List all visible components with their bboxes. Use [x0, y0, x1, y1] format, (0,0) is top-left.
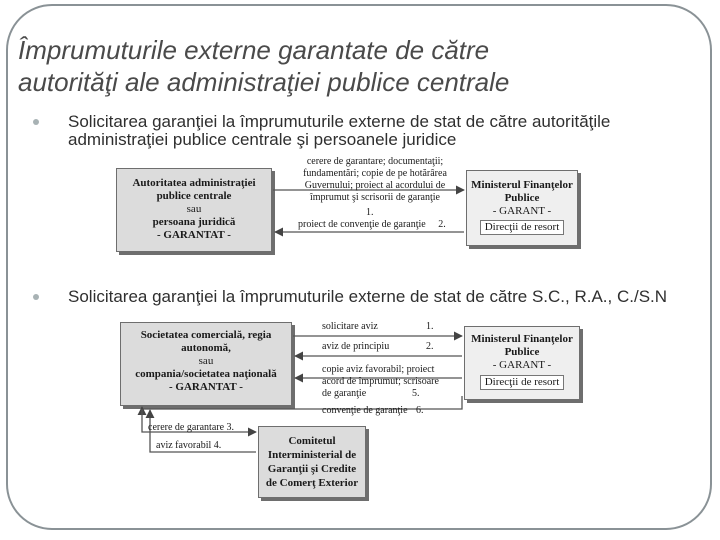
arrow2-5-number: 5.: [412, 388, 420, 399]
garant2-line-3: - GARANT -: [492, 359, 552, 371]
arrow2-2-label: [322, 341, 389, 353]
bullet-text-2: [68, 288, 667, 306]
committee-line-1: Comitetul: [288, 435, 336, 447]
box1-or: sau: [186, 203, 202, 215]
arrow-1-number: 1.: [366, 207, 374, 218]
arrow2-3-label: cerere de garantare 3.: [148, 422, 235, 433]
garant-box-2: [464, 326, 580, 400]
arrow-1-l2: fundamentări; copie de pe hotărârea: [303, 168, 447, 179]
box2-line-4: - GARANTAT -: [169, 381, 243, 393]
committee-line-4: de Comerţ Exterior: [265, 477, 359, 489]
slide-title: [18, 34, 509, 98]
garant1-sub-box: Direcţii de resort: [480, 220, 565, 235]
committee-line-2: Interministerial de: [267, 449, 357, 461]
box1-line-4: - GARANTAT -: [157, 229, 231, 241]
garantat-box-1: [116, 168, 272, 252]
arrow2-1-label: [322, 321, 378, 333]
arrow2-5-l3: de garanţie: [322, 388, 367, 399]
bullet-dot-1: [33, 119, 39, 125]
title-line-2: autorităţi ale administraţiei publice centrale: [18, 67, 510, 97]
garant2-line-2: Publice: [504, 346, 540, 358]
arrow2-4-label: aviz favorabil 4.: [156, 440, 222, 451]
bullet-1-line-1: Solicitarea garanţiei la împrumuturile externe de stat de către autorităţile: [68, 112, 611, 131]
arrow2-1-number: 1.: [426, 321, 434, 332]
garant1-line-2: Publice: [504, 192, 540, 204]
arrow2-6-number: 6.: [416, 405, 424, 416]
garant2-sub-box: Direcţii de resort: [480, 375, 565, 390]
garant1-line-3: - GARANT -: [492, 205, 552, 217]
arrow2-2-number: 2.: [426, 341, 434, 352]
committee-box: [258, 426, 366, 498]
bullet-text-1: [68, 113, 610, 149]
arrow2-1-text: solicitare aviz: [322, 321, 378, 332]
bullet-2-line-1: Solicitarea garanţiei la împrumuturile externe de stat de către S.C., R.A., C./S.N: [68, 287, 668, 306]
box2-line-2: autonomă,: [181, 342, 231, 354]
arrow-1-l4: împrumut şi scrisorii de garanţie: [310, 192, 440, 203]
arrow2-5-label: [322, 364, 439, 400]
box1-line-2: publice centrale: [156, 190, 232, 202]
garant2-line-1: Ministerul Finanţelor: [471, 333, 573, 345]
garant1-line-1: Ministerul Finanţelor: [471, 179, 573, 191]
arrow-2-label: [298, 219, 446, 231]
arrow-1-l3: Guvernului; proiect al acordului de: [304, 180, 446, 191]
arrow2-2-text: aviz de principiu: [322, 341, 390, 352]
arrow-2-text: proiect de convenţie de garanţie: [298, 219, 426, 230]
title-line-1: Împrumuturile externe garantate de către: [18, 35, 490, 65]
arrow-1-label: [286, 156, 464, 204]
committee-line-3: Garanţii şi Credite: [267, 463, 357, 475]
garantat-box-2: [120, 322, 292, 406]
arrow2-5-l1: copie aviz favorabil; proiect: [322, 364, 435, 375]
box2-or: sau: [198, 355, 214, 367]
arrow2-6-label: [322, 405, 424, 417]
box2-line-1: Societatea comercială, regia: [140, 329, 272, 341]
garant-box-1: [466, 170, 578, 246]
arrow-1-l1: cerere de garantare; documentaţii;: [306, 156, 444, 167]
bullet-dot-2: [33, 294, 39, 300]
bullet-1-line-2: administraţiei publice centrale şi persoanele juridice: [68, 130, 457, 149]
arrow-2-number: 2.: [438, 219, 446, 230]
box1-line-1: Autoritatea administraţiei: [132, 177, 256, 189]
box1-line-3: persoana juridică: [152, 216, 236, 228]
box2-line-3: compania/societatea naţională: [135, 368, 277, 380]
arrow2-6-text: convenţie de garanţie: [322, 405, 408, 416]
arrow2-5-l2: acord de împrumut; scrisoare: [322, 376, 439, 387]
